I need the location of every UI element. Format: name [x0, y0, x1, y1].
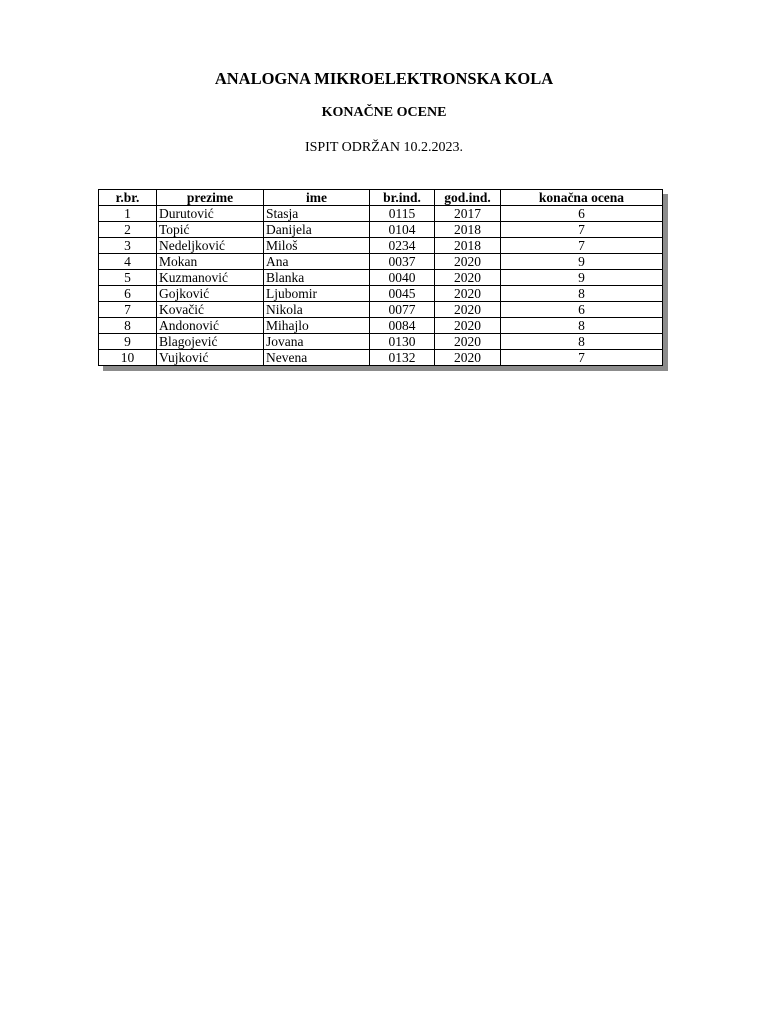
cell-godind: 2018	[435, 222, 501, 238]
cell-rbr: 1	[99, 206, 157, 222]
table-row	[99, 238, 663, 254]
document-title: ANALOGNA MIKROELEKTRONSKA KOLA	[214, 69, 554, 88]
cell-brind: 0084	[370, 318, 435, 334]
grades-table-container	[98, 189, 663, 366]
cell-rbr: 2	[99, 222, 157, 238]
table-row	[99, 222, 663, 238]
cell-konacna-ocena: 9	[501, 270, 663, 286]
cell-rbr: 3	[99, 238, 157, 254]
cell-konacna-ocena: 7	[501, 238, 663, 254]
header-ime: ime	[264, 190, 370, 206]
cell-konacna-ocena: 7	[501, 350, 663, 366]
cell-brind: 0104	[370, 222, 435, 238]
cell-rbr: 5	[99, 270, 157, 286]
header-godind: god.ind.	[435, 190, 501, 206]
cell-prezime: Gojković	[157, 286, 264, 302]
cell-godind: 2018	[435, 238, 501, 254]
cell-godind: 2020	[435, 286, 501, 302]
cell-prezime: Nedeljković	[157, 238, 264, 254]
cell-rbr: 4	[99, 254, 157, 270]
cell-prezime: Mokan	[157, 254, 264, 270]
table-row	[99, 350, 663, 366]
table-row	[99, 206, 663, 222]
table-row	[99, 286, 663, 302]
table-row	[99, 254, 663, 270]
cell-ime: Danijela	[264, 222, 370, 238]
cell-ime: Jovana	[264, 334, 370, 350]
cell-prezime: Topić	[157, 222, 264, 238]
cell-ime: Mihajlo	[264, 318, 370, 334]
cell-prezime: Vujković	[157, 350, 264, 366]
cell-brind: 0037	[370, 254, 435, 270]
cell-konacna-ocena: 9	[501, 254, 663, 270]
cell-brind: 0045	[370, 286, 435, 302]
table-row	[99, 270, 663, 286]
cell-ime: Blanka	[264, 270, 370, 286]
cell-konacna-ocena: 6	[501, 206, 663, 222]
exam-date: ISPIT ODRŽAN 10.2.2023.	[304, 140, 464, 155]
cell-brind: 0234	[370, 238, 435, 254]
cell-godind: 2020	[435, 350, 501, 366]
header-prezime: prezime	[157, 190, 264, 206]
grades-table-body	[99, 206, 663, 366]
cell-rbr: 9	[99, 334, 157, 350]
cell-godind: 2020	[435, 318, 501, 334]
cell-godind: 2017	[435, 206, 501, 222]
cell-rbr: 6	[99, 286, 157, 302]
cell-prezime: Durutović	[157, 206, 264, 222]
cell-ime: Miloš	[264, 238, 370, 254]
header-rbr: r.br.	[99, 190, 157, 206]
cell-ime: Stasja	[264, 206, 370, 222]
cell-rbr: 7	[99, 302, 157, 318]
cell-godind: 2020	[435, 302, 501, 318]
cell-godind: 2020	[435, 270, 501, 286]
cell-ime: Ljubomir	[264, 286, 370, 302]
cell-rbr: 10	[99, 350, 157, 366]
cell-konacna-ocena: 8	[501, 334, 663, 350]
cell-prezime: Kuzmanović	[157, 270, 264, 286]
cell-rbr: 8	[99, 318, 157, 334]
cell-godind: 2020	[435, 334, 501, 350]
cell-konacna-ocena: 7	[501, 222, 663, 238]
cell-godind: 2020	[435, 254, 501, 270]
cell-ime: Ana	[264, 254, 370, 270]
header-konacna-ocena: konačna ocena	[501, 190, 663, 206]
table-row	[99, 302, 663, 318]
table-row	[99, 318, 663, 334]
table-header-row	[99, 190, 663, 206]
cell-prezime: Kovačić	[157, 302, 264, 318]
grades-table	[98, 189, 663, 366]
header-brind: br.ind.	[370, 190, 435, 206]
table-row	[99, 334, 663, 350]
cell-konacna-ocena: 8	[501, 318, 663, 334]
cell-ime: Nikola	[264, 302, 370, 318]
cell-prezime: Blagojević	[157, 334, 264, 350]
cell-ime: Nevena	[264, 350, 370, 366]
cell-brind: 0130	[370, 334, 435, 350]
cell-brind: 0040	[370, 270, 435, 286]
document-subtitle: KONAČNE OCENE	[321, 105, 447, 120]
cell-brind: 0077	[370, 302, 435, 318]
cell-brind: 0115	[370, 206, 435, 222]
cell-konacna-ocena: 8	[501, 286, 663, 302]
cell-konacna-ocena: 6	[501, 302, 663, 318]
cell-brind: 0132	[370, 350, 435, 366]
cell-prezime: Andonović	[157, 318, 264, 334]
